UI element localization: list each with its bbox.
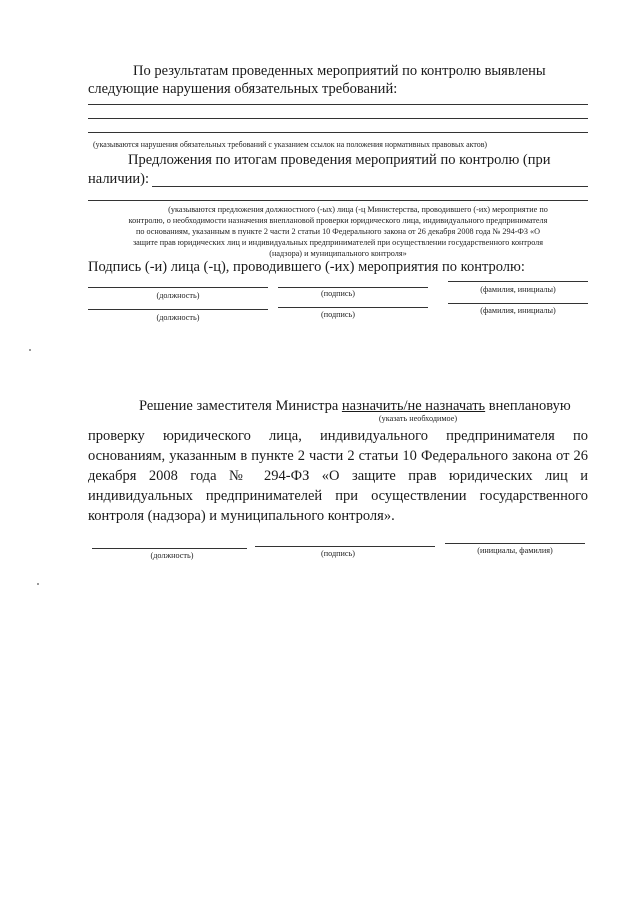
proposals-caption xyxy=(88,204,588,259)
proposals-heading-line2: наличии): xyxy=(88,171,149,187)
violations-blank-line xyxy=(88,118,588,119)
signature-line-sign xyxy=(278,287,428,288)
signature-caption-sign: (подпись) xyxy=(321,310,355,319)
proposals-caption-line: защите прав юридических лиц и индивидуальных предпринимателей при осуществлении государственного контроля xyxy=(132,238,544,247)
proposals-caption-line: контролю, о необходимости назначения внеплановой проверки юридического лица, индивидуального предпринимателя xyxy=(128,216,548,225)
signature-caption-sign: (подпись) xyxy=(321,289,355,298)
violations-intro-line1: По результатам проведенных мероприятий по контролю выявлены xyxy=(133,63,546,79)
signature-caption-name: (фамилия, инициалы) xyxy=(480,285,556,294)
decision-caption-name: (инициалы, фамилия) xyxy=(477,546,553,555)
decision-line-sign xyxy=(255,546,435,547)
signature-line-name xyxy=(448,281,588,282)
decision-hint: (указать необходимое) xyxy=(378,414,458,423)
violations-blank-line xyxy=(88,132,588,133)
proposals-heading-line1: Предложения по итогам проведения мероприятий по контролю (при xyxy=(128,152,551,168)
violations-blank-line xyxy=(88,104,588,105)
signature-line-position xyxy=(88,309,268,310)
decision-heading-end: внеплановую xyxy=(485,398,571,414)
scan-speck xyxy=(29,349,31,351)
proposals-blank-line xyxy=(152,186,588,187)
decision-option-separator: / xyxy=(403,398,408,414)
proposals-blank-line xyxy=(88,200,588,201)
signature-line-sign xyxy=(278,307,428,308)
decision-option-assign: назначить xyxy=(341,398,404,414)
proposals-caption-line: (указываются предложения должностного (-ых) лица (-ц Министерства, проводившего (-их) мероприятие по xyxy=(168,205,548,214)
decision-line-name xyxy=(445,543,585,544)
decision-body: проверку юридического лица, индивидуального предпринимателя по основаниям, указанным в пункте 2 части 2 статьи 10 Федерального закона от 26 декабря 2008 года № 294-ФЗ «О защите прав юридических лиц и индивидуальных предпринимателей при осуществлении государственного контроля (надзора) и муниципального контроля». xyxy=(88,428,588,524)
decision-caption-sign: (подпись) xyxy=(321,549,355,558)
signature-caption-position: (должность) xyxy=(156,291,200,300)
decision-heading-start: Решение заместителя Министра xyxy=(139,398,342,414)
proposals-caption-line: (надзора) и муниципального контроля» xyxy=(269,249,407,258)
proposals-caption-line: по основаниям, указанным в пункте 2 части 2 статьи 10 Федерального закона от 26 декабря 2008 года № 294-ФЗ «О xyxy=(135,227,541,236)
decision-line-position xyxy=(92,548,247,549)
signature-line-position xyxy=(88,287,268,288)
violations-intro-line2: следующие нарушения обязательных требований: xyxy=(88,81,398,97)
signature-caption-position: (должность) xyxy=(156,313,200,322)
signature-caption-name: (фамилия, инициалы) xyxy=(480,306,556,315)
decision-heading xyxy=(139,398,571,415)
signature-line-name xyxy=(448,303,588,304)
signature-heading: Подпись (-и) лица (-ц), проводившего (-их) мероприятия по контролю: xyxy=(88,259,525,275)
scan-speck xyxy=(37,583,39,585)
decision-option-not-assign: не назначать xyxy=(407,398,486,414)
violations-caption: (указываются нарушения обязательных требований с указанием ссылок на положения нормативных правовых актов) xyxy=(93,140,488,149)
decision-caption-position: (должность) xyxy=(150,551,194,560)
